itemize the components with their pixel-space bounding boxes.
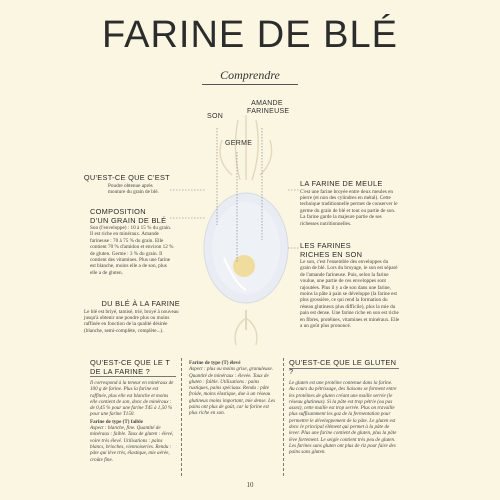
column-gluten (289, 358, 399, 456)
heading-rule (90, 376, 176, 377)
block-composition (90, 208, 175, 276)
block-farine-de-meule (300, 180, 400, 227)
label-amande-farineuse: AMANDE FARINEUSE (247, 100, 290, 115)
block-text: Son (l'enveloppe) : 10 à 15 % du grain. Il est riche en minéraux. Amande farineuse : 70 à 75 % du grain. Elle contient 70 % d'amidon et environ 12 % de gluten. Germe : 3 % du grain. Il contient des vitamines. Plus une farine est blanche, moins elle a de son, plus elle a de gluten. (90, 225, 174, 276)
column-text: Il correspond à la teneur en minéraux de 100 g de farine. Plus la farine est raffinée, plus elle est blanche et moins elle contient de son, donc de minéraux : de 0,45 % pour une farine T45 à 1,50 % pour une farine T150. (90, 380, 174, 418)
column-divider (181, 358, 182, 476)
block-heading: QU'EST-CE QUE C'EST (83, 173, 170, 182)
germ-shape (233, 255, 255, 277)
block-heading: COMPOSITION D'UN GRAIN DE BLÉ (90, 207, 167, 225)
block-heading: LA FARINE DE MEULE (300, 179, 383, 188)
block-text: Le son, c'est l'ensemble des enveloppes du grain de blé. Lors du broyage, le son est séparé de l'amande farineuse. Puis, selon la farine voulue, une partie de ces enveloppes sont rajoutées. Plus il y a de son dans une farine, moins la pâte à pain se développe (la farine est plus grossière, ce qui rend la formation du réseau glutineux plus difficile), plus la mie du pain est dense. Une farine riche en son est riche en fibres, protéines, vitamines et minéraux. Elle a un goût plus prononcé. (300, 259, 400, 330)
column-divider (283, 358, 284, 476)
page-title: FARINE DE BLÉ (102, 14, 398, 56)
block-text: C'est une farine broyée entre deux meules en pierre (et non des cylindres en métal). Cette technique traditionnelle permet de conserver le germe du grain de blé et tout ou partie de son. La farine garde la majeure partie de ses richesses nutritionnelles. (300, 188, 398, 227)
block-text: Poudre obtenue après mouture du grain de blé. (108, 182, 159, 195)
grain-inner (212, 202, 280, 294)
block-text: Le blé est briyé, tamisé, trié, broyé à nouveau jusqu'à obtenir une poudre plus ou moins raffinée en fonction de la qualité désirée (blanche, semi-complète, complète...). (84, 308, 179, 334)
column-text: Le gluten est une protéine contenue dans la farine. Au cours du pétrissage, des liaisons se forment entre les protéines de gluten créant une maille serrée (le réseau glutineux). Si la pâte est trop pétrie (ou pas assez), cette maille est trop serrée. Plus on travaille plus suffisamment les gaz de la fermentation pour permettre le développement de la pâte. Le gluten est donc le principal élément qui permet à la pâte de lever. Plus une farine contient de gluten, plus la pâte lève fortement. Le seigle contient très peu de gluten. Les farines sans gluten ont plus de riz pour faire des pains sans gluten. (289, 380, 397, 456)
column-type-eleve (189, 360, 277, 417)
block-what-is-it (78, 174, 170, 195)
page-number: 10 (246, 481, 254, 489)
column-subheading: Farine de type (T) faible (90, 418, 143, 425)
page-subtitle: Comprendre (220, 68, 280, 82)
block-farines-riches-en-son (300, 242, 400, 329)
heading-rule (289, 368, 399, 369)
column-subtext: Aspect : blanche, fine. Quantité de minéraux : faible. Taux de gluten : élevé, voire très élevé. Utilisations : pains blancs, brioches, viennoiseries. Rendu : pâte qui lève très, élastique, mie aérée, croûte fine. (90, 425, 174, 463)
column-subtext: Aspect : plus ou moins grise, granuleuse. Quantité de minéraux : élevée. Taux de gluten : faible. Utilisations : pains rustiques, pains spéciaux. Rendu : pâte froide, moins élastique, due à un réseau glutineux moins important, mie dense. Les pains ont plus de goût, car la farine est plus riche en son. (189, 366, 276, 417)
block-ble-to-farine (80, 300, 180, 334)
block-heading: DU BLÉ À LA FARINE (101, 299, 180, 308)
column-t-de-la-farine (90, 358, 176, 463)
column-heading: QU'EST-CE QUE LE T DE LA FARINE ? (90, 358, 171, 376)
column-heading: QU'EST-CE QUE LE GLUTEN ? (289, 358, 397, 376)
block-heading: LES FARINES RICHES EN SON (300, 241, 363, 259)
label-son: SON (207, 113, 224, 120)
label-germe: GERME (225, 140, 253, 147)
column-subheading: Farine de type (T) élevé (189, 360, 241, 366)
